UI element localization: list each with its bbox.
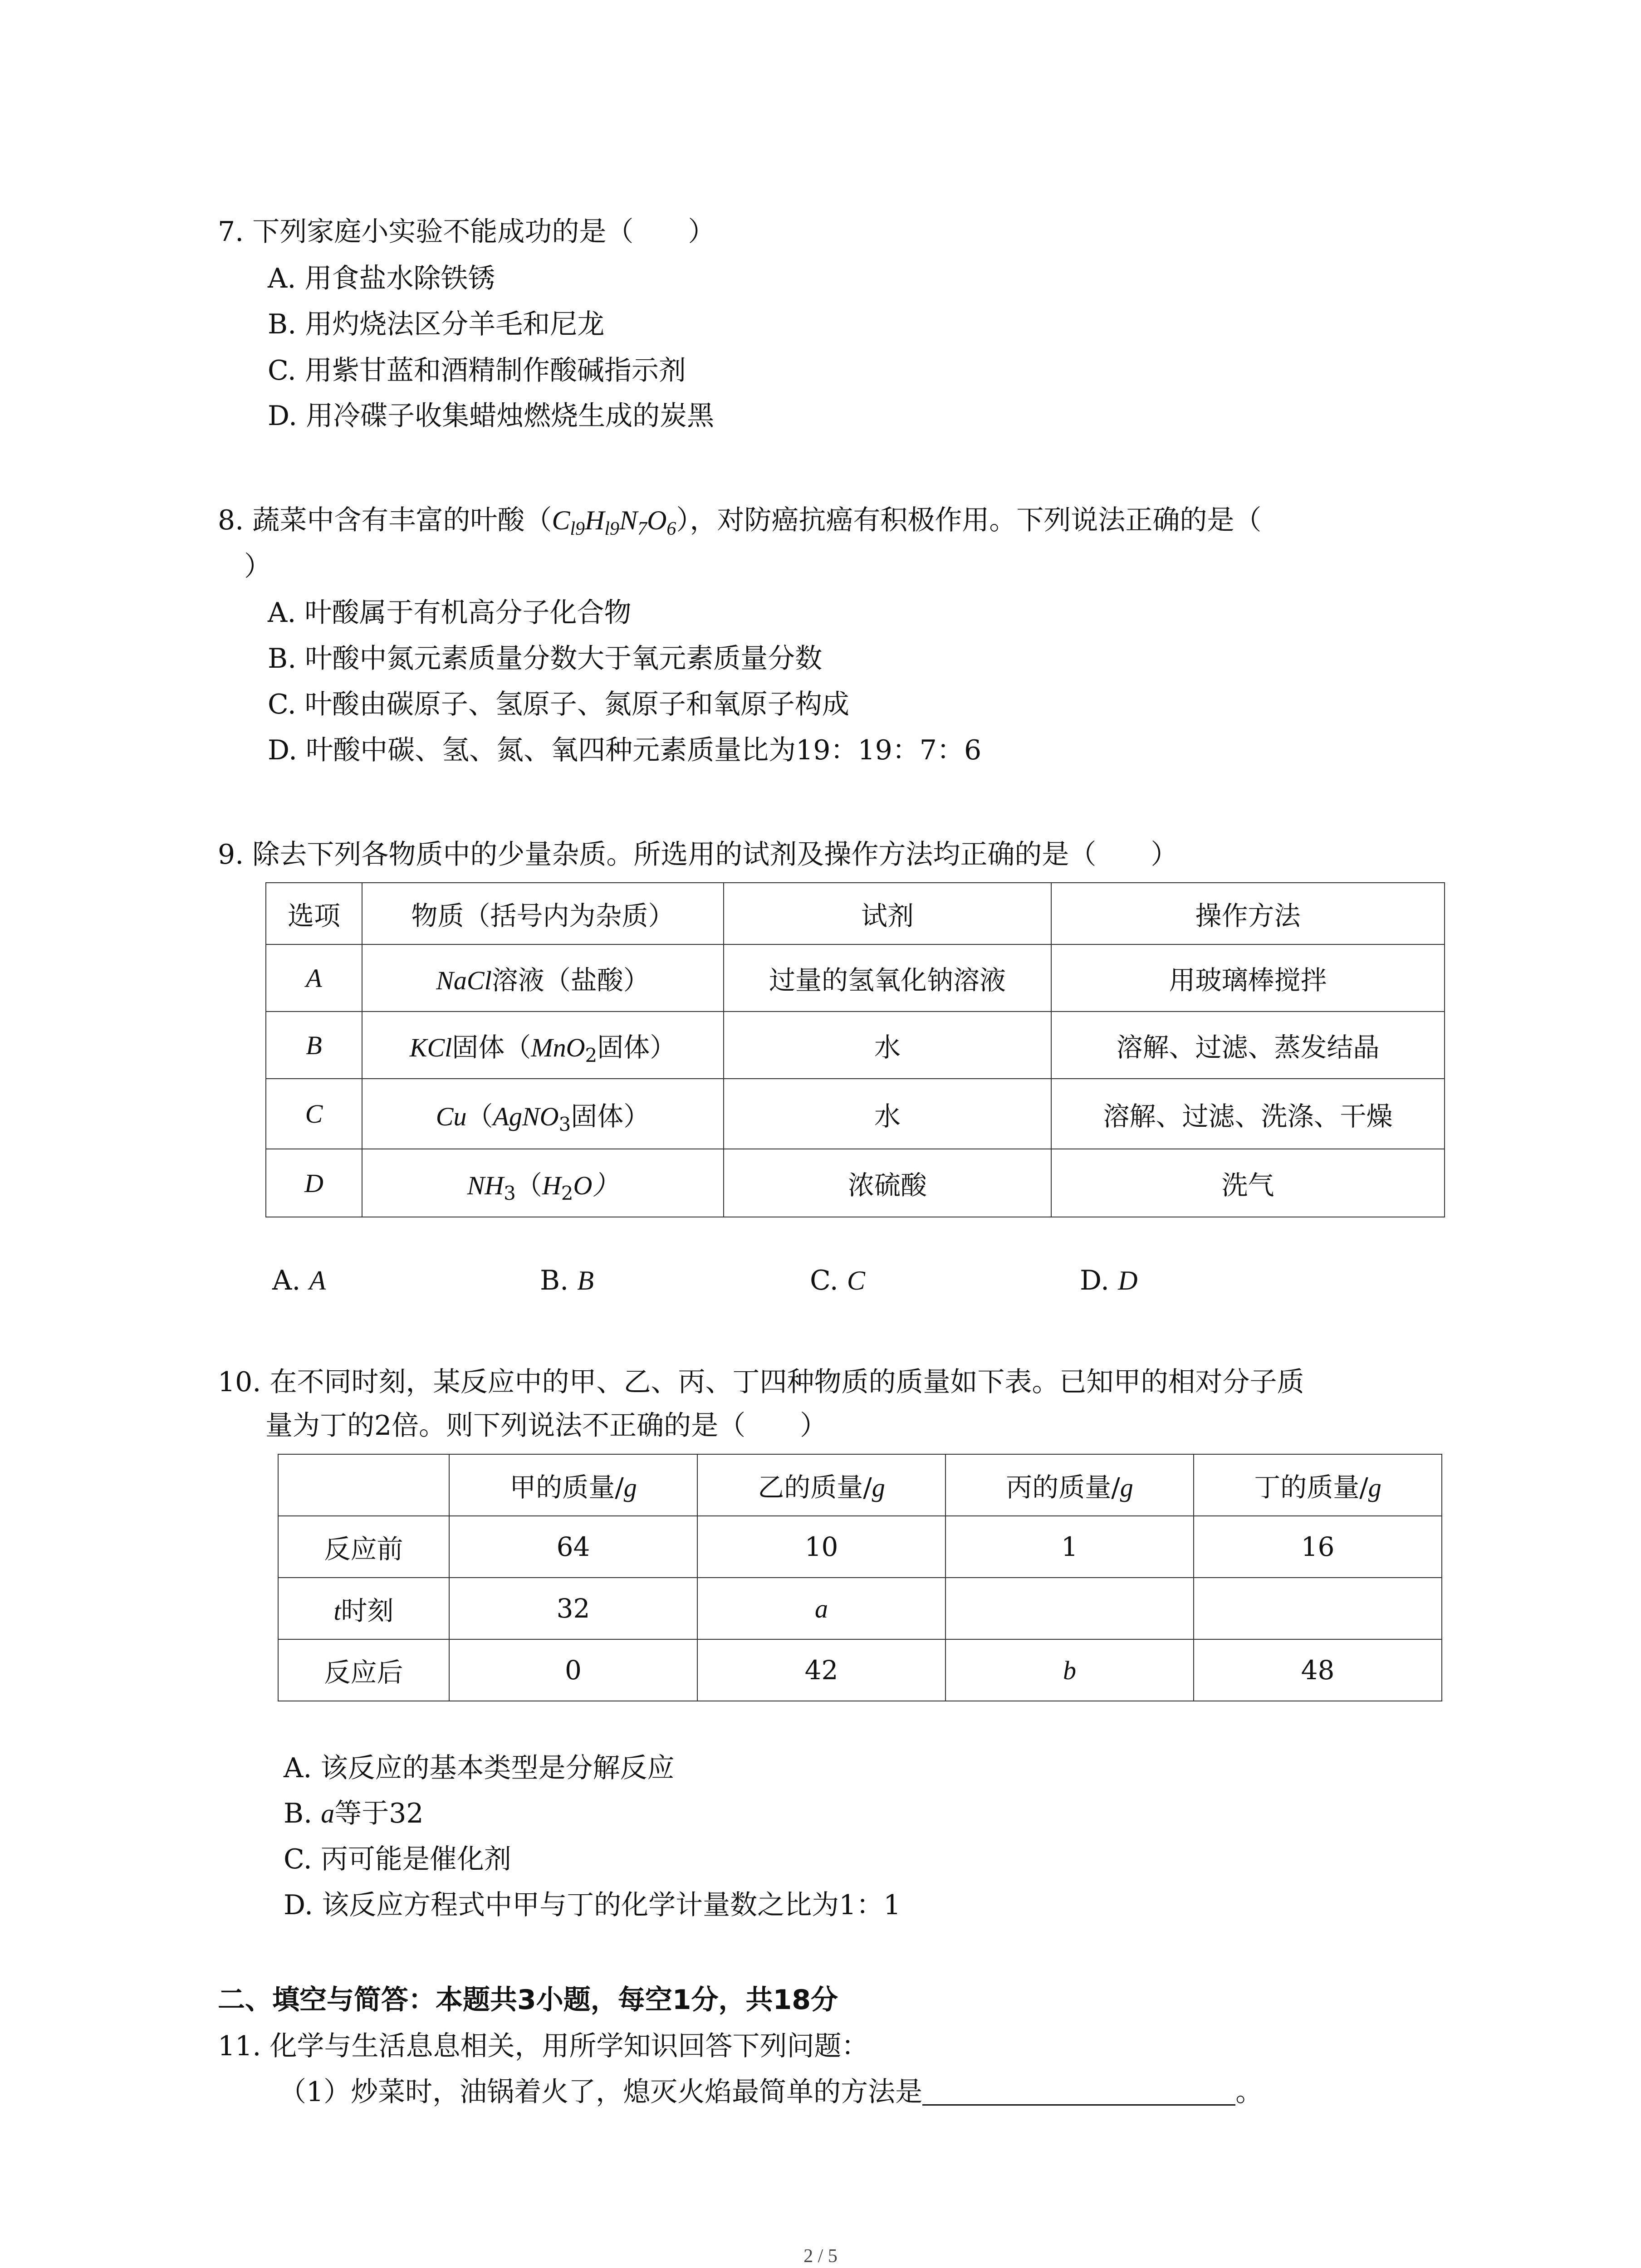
- table-cell: [945, 1578, 1194, 1639]
- table-row: [266, 1149, 1445, 1217]
- q9-choice-b: B. B: [540, 1265, 594, 1296]
- q8-stem-before: 8. 蔬菜中含有丰富的叶酸（: [218, 504, 552, 536]
- q7-option-a: A. 用食盐水除铁锈: [268, 263, 495, 294]
- q10-stem-line2: 量为丁的2倍。则下列说法不正确的是（ ）: [265, 1410, 828, 1442]
- q9-row-method: 溶解、过滤、蒸发结晶: [1051, 1012, 1445, 1079]
- q8-option-a: A. 叶酸属于有机高分子化合物: [268, 597, 632, 629]
- table-row: [278, 1516, 1442, 1578]
- q7-option-b: B. 用灼烧法区分羊毛和尼龙: [268, 308, 605, 340]
- table-cell: 16: [1194, 1516, 1442, 1578]
- q7-stem: 7. 下列家庭小实验不能成功的是（ ）: [218, 216, 715, 248]
- q10-row-label: 反应后: [278, 1639, 449, 1701]
- q10-row-label: 反应前: [278, 1516, 449, 1578]
- q10-option-b: B. a等于32: [284, 1798, 424, 1829]
- table-cell: 0: [449, 1639, 697, 1701]
- table-cell: a: [697, 1578, 945, 1639]
- q9-row-label: A: [266, 944, 362, 1012]
- q9-table: [265, 882, 1445, 1217]
- q8-stem-after: ），对防癌抗癌有积极作用。下列说法正确的是（: [676, 504, 1262, 536]
- q11-sub1-end: 。: [1235, 2076, 1263, 2108]
- table-cell: 1: [945, 1516, 1194, 1578]
- q9-row-reagent: 水: [724, 1012, 1051, 1079]
- table-cell: 48: [1194, 1639, 1442, 1701]
- q9-choice-d: D. D: [1080, 1265, 1138, 1296]
- q10-row-label: t时刻: [278, 1578, 449, 1639]
- q9-row-reagent: 浓硫酸: [724, 1149, 1051, 1217]
- table-cell: [1194, 1578, 1442, 1639]
- q9-stem: 9. 除去下列各物质中的少量杂质。所选用的试剂及操作方法均正确的是（ ）: [218, 839, 1178, 870]
- table-row: [266, 1079, 1445, 1149]
- q8-option-b: B. 叶酸中氮元素质量分数大于氧元素质量分数: [268, 643, 823, 675]
- table-row: [266, 944, 1445, 1012]
- q8-option-c: C. 叶酸由碳原子、氢原子、氮原子和氧原子构成: [268, 689, 849, 720]
- q10-table: [278, 1454, 1442, 1701]
- q10-header-ding: 丁的质量/g: [1194, 1454, 1442, 1516]
- q11-sub1-text: （1）炒菜时，油锅着火了，熄灭火焰最简单的方法是: [279, 2076, 923, 2108]
- q9-header-row: [266, 883, 1445, 944]
- q9-row-method: 溶解、过滤、洗涤、干燥: [1051, 1079, 1445, 1149]
- q9-row-reagent: 水: [724, 1079, 1051, 1149]
- answer-blank[interactable]: [922, 2077, 1235, 2106]
- q11-stem: 11. 化学与生活息息相关，用所学知识回答下列问题：: [218, 2030, 869, 2062]
- q9-row-method: 用玻璃棒搅拌: [1051, 944, 1445, 1012]
- q9-choice-a: A. A: [272, 1265, 326, 1296]
- q8-stem: [218, 502, 1261, 539]
- q9-row-substance: NaCl溶液（盐酸）: [362, 944, 724, 1012]
- q9-row-substance: Cu（AgNO$_3$固体）: [362, 1079, 724, 1149]
- table-row: [278, 1639, 1442, 1701]
- q9-row-label: B: [266, 1012, 362, 1079]
- q11-sub1: [279, 2073, 1263, 2111]
- q9-header-method: 操作方法: [1051, 883, 1445, 944]
- q7-option-d: D. 用冷碟子收集蜡烛燃烧生成的炭黑: [268, 400, 715, 432]
- q10-header-row: [278, 1454, 1442, 1516]
- q9-choice-c: C. C: [810, 1265, 865, 1296]
- q10-option-a: A. 该反应的基本类型是分解反应: [284, 1752, 675, 1784]
- table-row: [278, 1578, 1442, 1639]
- q9-row-method: 洗气: [1051, 1149, 1445, 1217]
- q10-header-bing: 丙的质量/g: [945, 1454, 1194, 1516]
- section-heading: 二、填空与简答：本题共3小题，每空1分，共18分: [218, 1984, 838, 2016]
- table-cell: b: [945, 1639, 1194, 1701]
- q9-row-substance: $NH_3(H_2O)$: [362, 1149, 724, 1217]
- page-number: 2 / 5: [803, 2246, 838, 2267]
- table-cell: 32: [449, 1578, 697, 1639]
- q10-header-jia: 甲的质量/g: [449, 1454, 697, 1516]
- q10-stem-line1: 10. 在不同时刻，某反应中的甲、乙、丙、丁四种物质的质量如下表。已知甲的相对分子质: [218, 1366, 1304, 1398]
- q10-option-d: D. 该反应方程式中甲与丁的化学计量数之比为1：1: [284, 1889, 901, 1921]
- q10-header-empty: [278, 1454, 449, 1516]
- q9-header-substance: 物质（括号内为杂质）: [362, 883, 724, 944]
- q7-option-c: C. 用紫甘蓝和酒精制作酸碱指示剂: [268, 355, 686, 386]
- table-cell: 10: [697, 1516, 945, 1578]
- q9-row-label: C: [266, 1079, 362, 1149]
- q10-option-c: C. 丙可能是催化剂: [284, 1843, 511, 1875]
- q9-row-label: D: [266, 1149, 362, 1217]
- q9-header-option: 选项: [266, 883, 362, 944]
- table-cell: 42: [697, 1639, 945, 1701]
- q9-header-reagent: 试剂: [724, 883, 1051, 944]
- q8-stem-line2: ）: [244, 551, 271, 582]
- table-cell: 64: [449, 1516, 697, 1578]
- q9-row-substance: KCl固体（MnO$_2$固体）: [362, 1012, 724, 1079]
- q9-row-reagent: 过量的氢氧化钠溶液: [724, 944, 1051, 1012]
- q10-header-yi: 乙的质量/g: [697, 1454, 945, 1516]
- q8-option-d: D. 叶酸中碳、氢、氮、氧四种元素质量比为19：19：7：6: [268, 734, 982, 766]
- table-row: [266, 1012, 1445, 1079]
- q8-formula: $C_{l9}H_{l9}N_7O_6$: [552, 505, 676, 539]
